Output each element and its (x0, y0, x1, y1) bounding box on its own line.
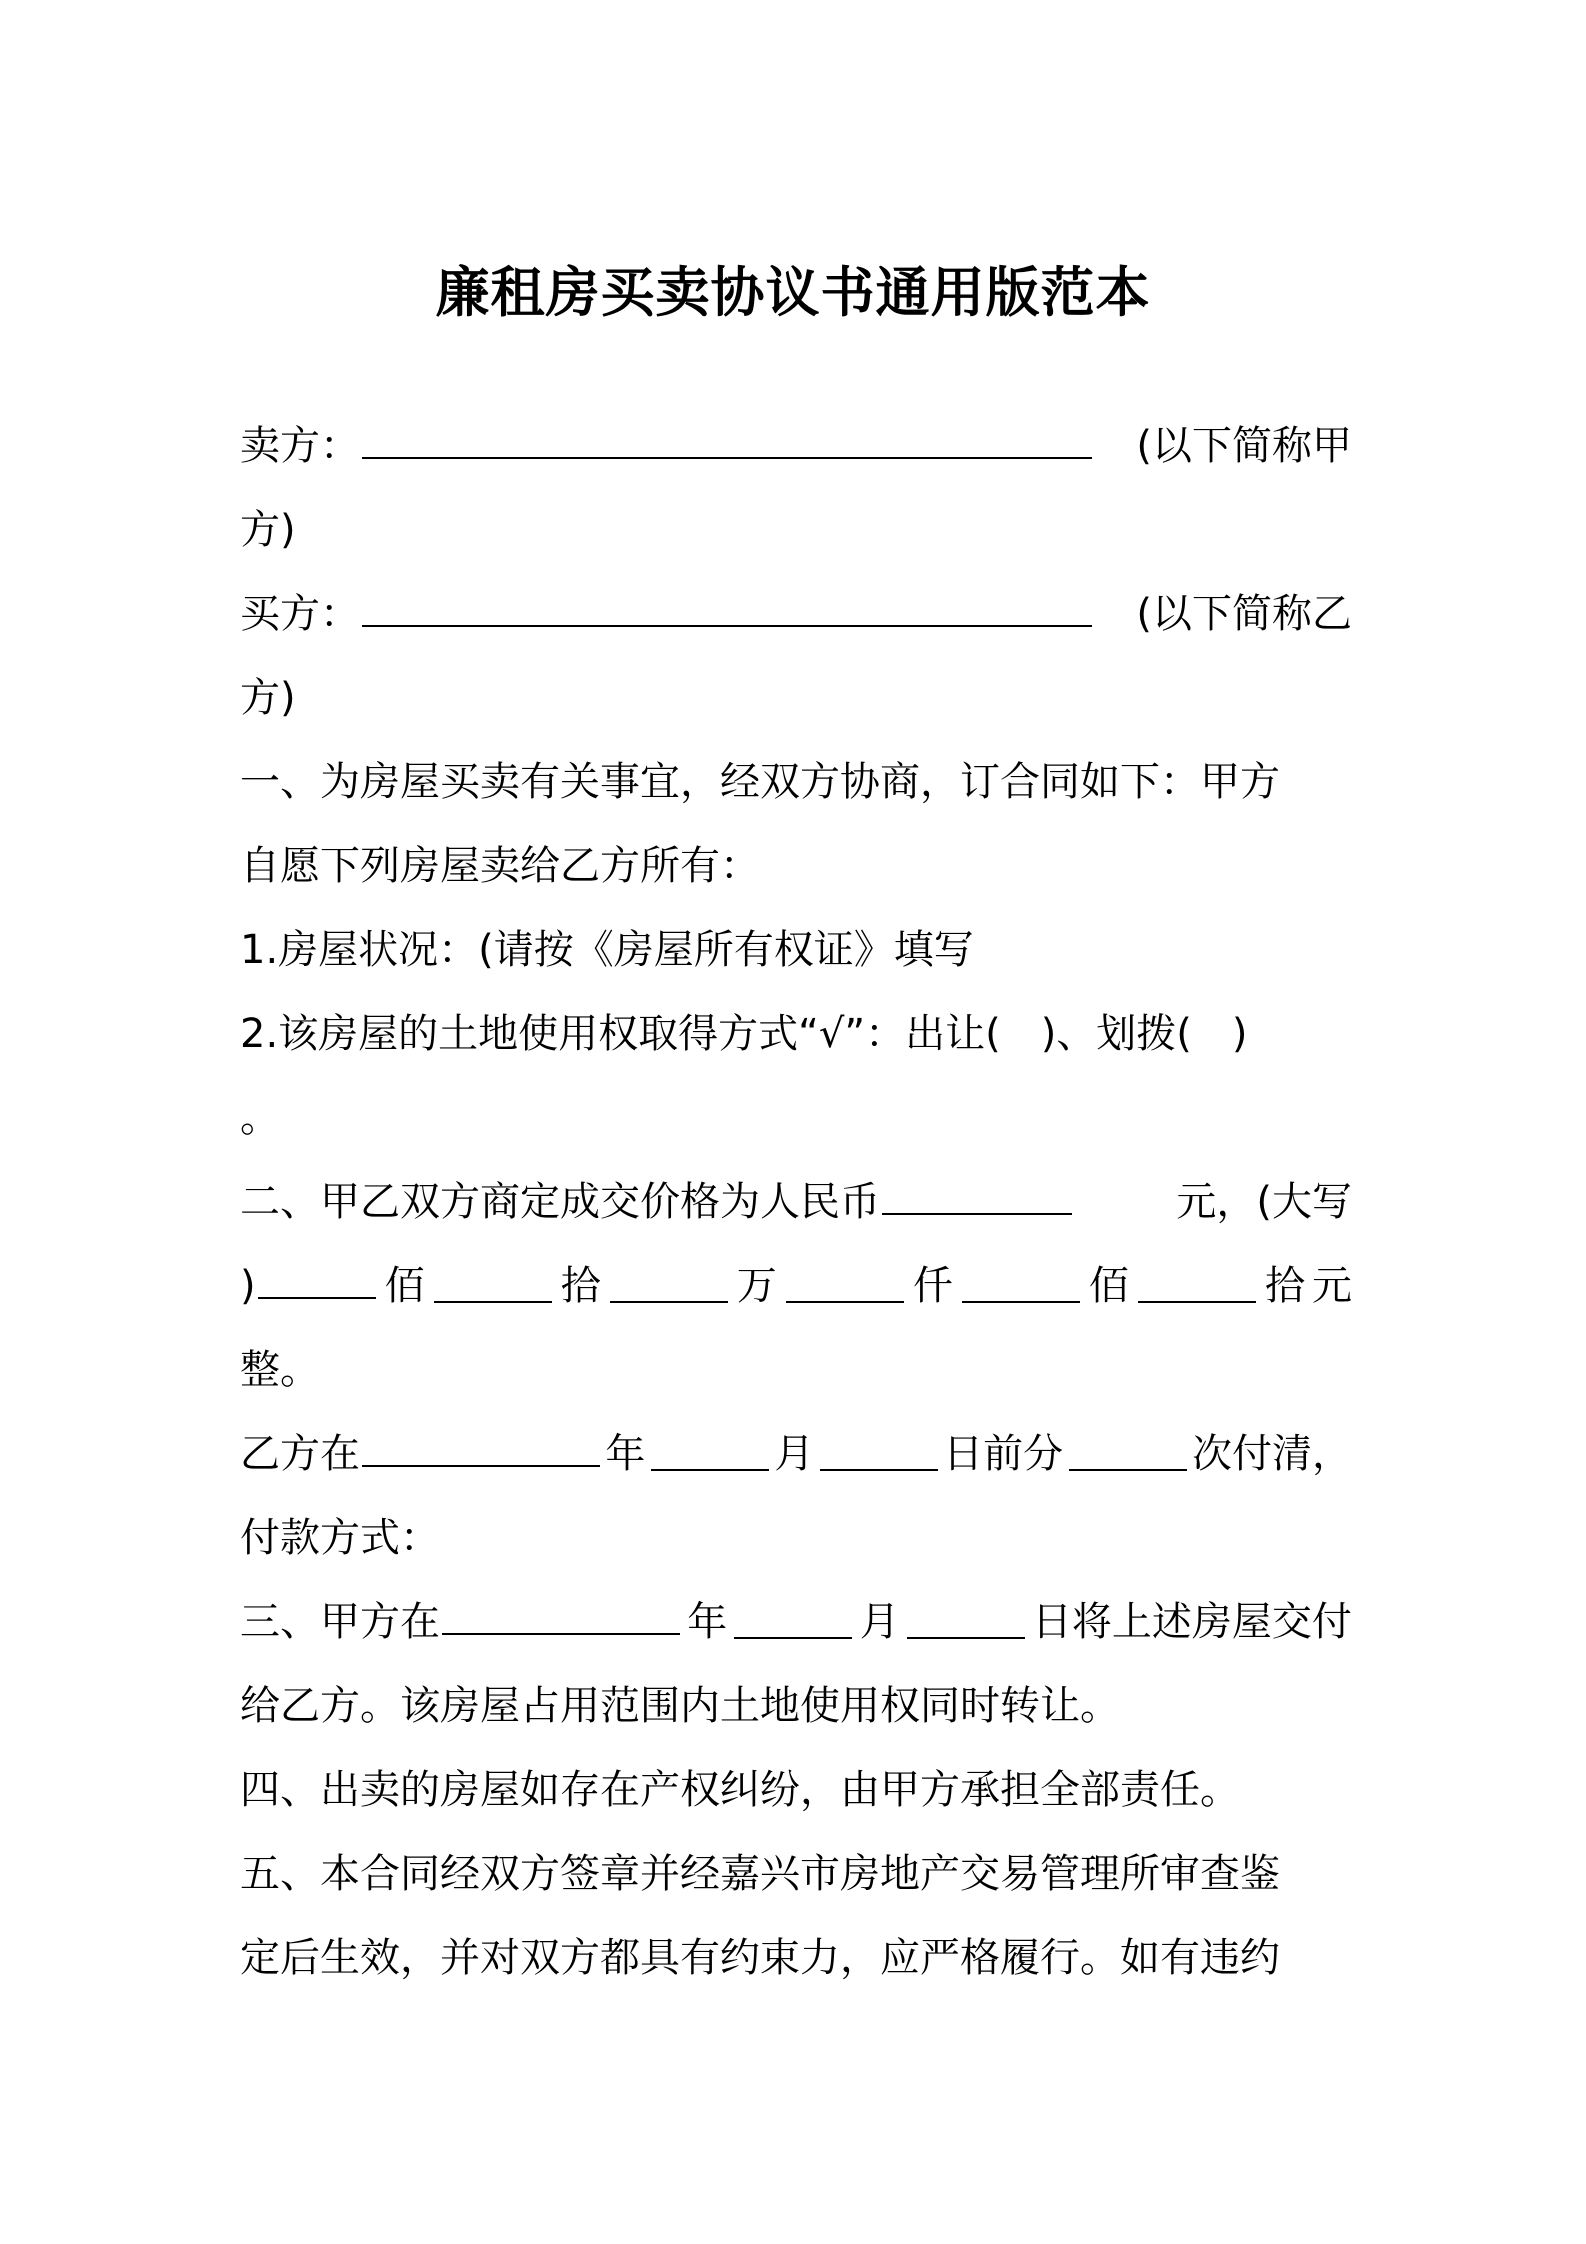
ten-thousand-blank[interactable] (786, 1269, 904, 1303)
clause-4: 四、出卖的房屋如存在产权纠纷，由甲方承担全部责任。 (240, 1767, 1240, 1813)
unit-wan: 万 (736, 1263, 777, 1309)
uppercase-paren: ) (240, 1263, 256, 1309)
document-title: 廉租房买卖协议书通用版范本 (435, 261, 1151, 324)
payment-day-blank[interactable] (820, 1437, 938, 1471)
payment-month-label: 月 (774, 1431, 815, 1477)
payment-month-blank[interactable] (651, 1437, 769, 1471)
buyer-label: 买方： (240, 591, 360, 637)
delivery-month-blank[interactable] (734, 1605, 852, 1639)
delivery-start: 三、甲方在 (240, 1599, 440, 1645)
delivery-year-label: 年 (687, 1599, 728, 1645)
hundred-blank[interactable] (1138, 1269, 1256, 1303)
payment-times-label: 次付清， (1191, 1431, 1352, 1477)
thousand-blank[interactable] (962, 1269, 1080, 1303)
hundred-million-blank[interactable] (258, 1265, 376, 1299)
buyer-alias-end: 方) (240, 675, 296, 721)
payment-start: 乙方在 (240, 1431, 360, 1477)
buyer-line (240, 572, 1352, 656)
item-2-tail: 。 (240, 1095, 280, 1141)
document-body (240, 404, 1352, 2000)
clause-5-line-1: 五、本合同经双方签章并经嘉兴市房地产交易管理所审查鉴 (240, 1851, 1280, 1897)
buyer-alias-text: (以下简称乙 (1136, 591, 1352, 637)
payment-method: 付款方式： (240, 1515, 440, 1561)
unit-yuan: 元 (1311, 1263, 1352, 1309)
price-amount-blank[interactable] (882, 1181, 1072, 1215)
unit-bai-2: 佰 (1088, 1263, 1129, 1309)
clause-2-line-1 (240, 1160, 1352, 1244)
clause-3-line-1 (240, 1580, 1352, 1664)
item-1-house-status: 1.房屋状况：(请按《房屋所有权证》填写 (240, 927, 974, 973)
clause-1-line-1: 一、为房屋买卖有关事宜，经双方协商，订合同如下：甲方 (240, 759, 1280, 805)
clause-3-line-2: 给乙方。该房屋占用范围内土地使用权同时转让。 (240, 1683, 1120, 1729)
unit-shi-2: 拾 (1264, 1263, 1305, 1309)
seller-label: 卖方： (240, 423, 360, 469)
seller-alias-end: 方) (240, 507, 296, 553)
item-2-land-use-right: 2.该房屋的土地使用权取得方式“√”：出让( )、划拨( ) (240, 1011, 1248, 1057)
unit-qian: 仟 (912, 1263, 953, 1309)
price-label: 二、甲乙双方商定成交价格为人民币 (240, 1179, 880, 1225)
delivery-day-blank[interactable] (907, 1605, 1025, 1639)
payment-times-blank[interactable] (1069, 1437, 1187, 1471)
delivery-year-blank[interactable] (442, 1601, 680, 1635)
million-blank[interactable] (610, 1269, 728, 1303)
buyer-name-blank[interactable] (362, 593, 1092, 627)
clause-1-line-2: 自愿下列房屋卖给乙方所有： (240, 843, 760, 889)
buyer-line-continued (240, 656, 1352, 740)
clause-5-line-2: 定后生效，并对双方都具有约束力，应严格履行。如有违约 (240, 1935, 1280, 1981)
payment-day-label: 日前分 (943, 1431, 1064, 1477)
payment-year-blank[interactable] (362, 1433, 600, 1467)
payment-line-1 (240, 1412, 1352, 1496)
clause-2-line-3: 整。 (240, 1347, 320, 1393)
payment-year-label: 年 (605, 1431, 646, 1477)
clause-2-line-2 (240, 1244, 1352, 1328)
delivery-end: 日将上述房屋交付 (1031, 1599, 1352, 1645)
unit-shi: 拾 (560, 1263, 601, 1309)
ten-million-blank[interactable] (434, 1269, 552, 1303)
seller-line-continued (240, 488, 1352, 572)
seller-line (240, 404, 1352, 488)
delivery-month-label: 月 (859, 1599, 900, 1645)
seller-alias-text: (以下简称甲 (1136, 423, 1352, 469)
price-uppercase-label: 元，(大写 (1176, 1179, 1352, 1225)
seller-name-blank[interactable] (362, 425, 1092, 459)
unit-bai: 佰 (384, 1263, 425, 1309)
